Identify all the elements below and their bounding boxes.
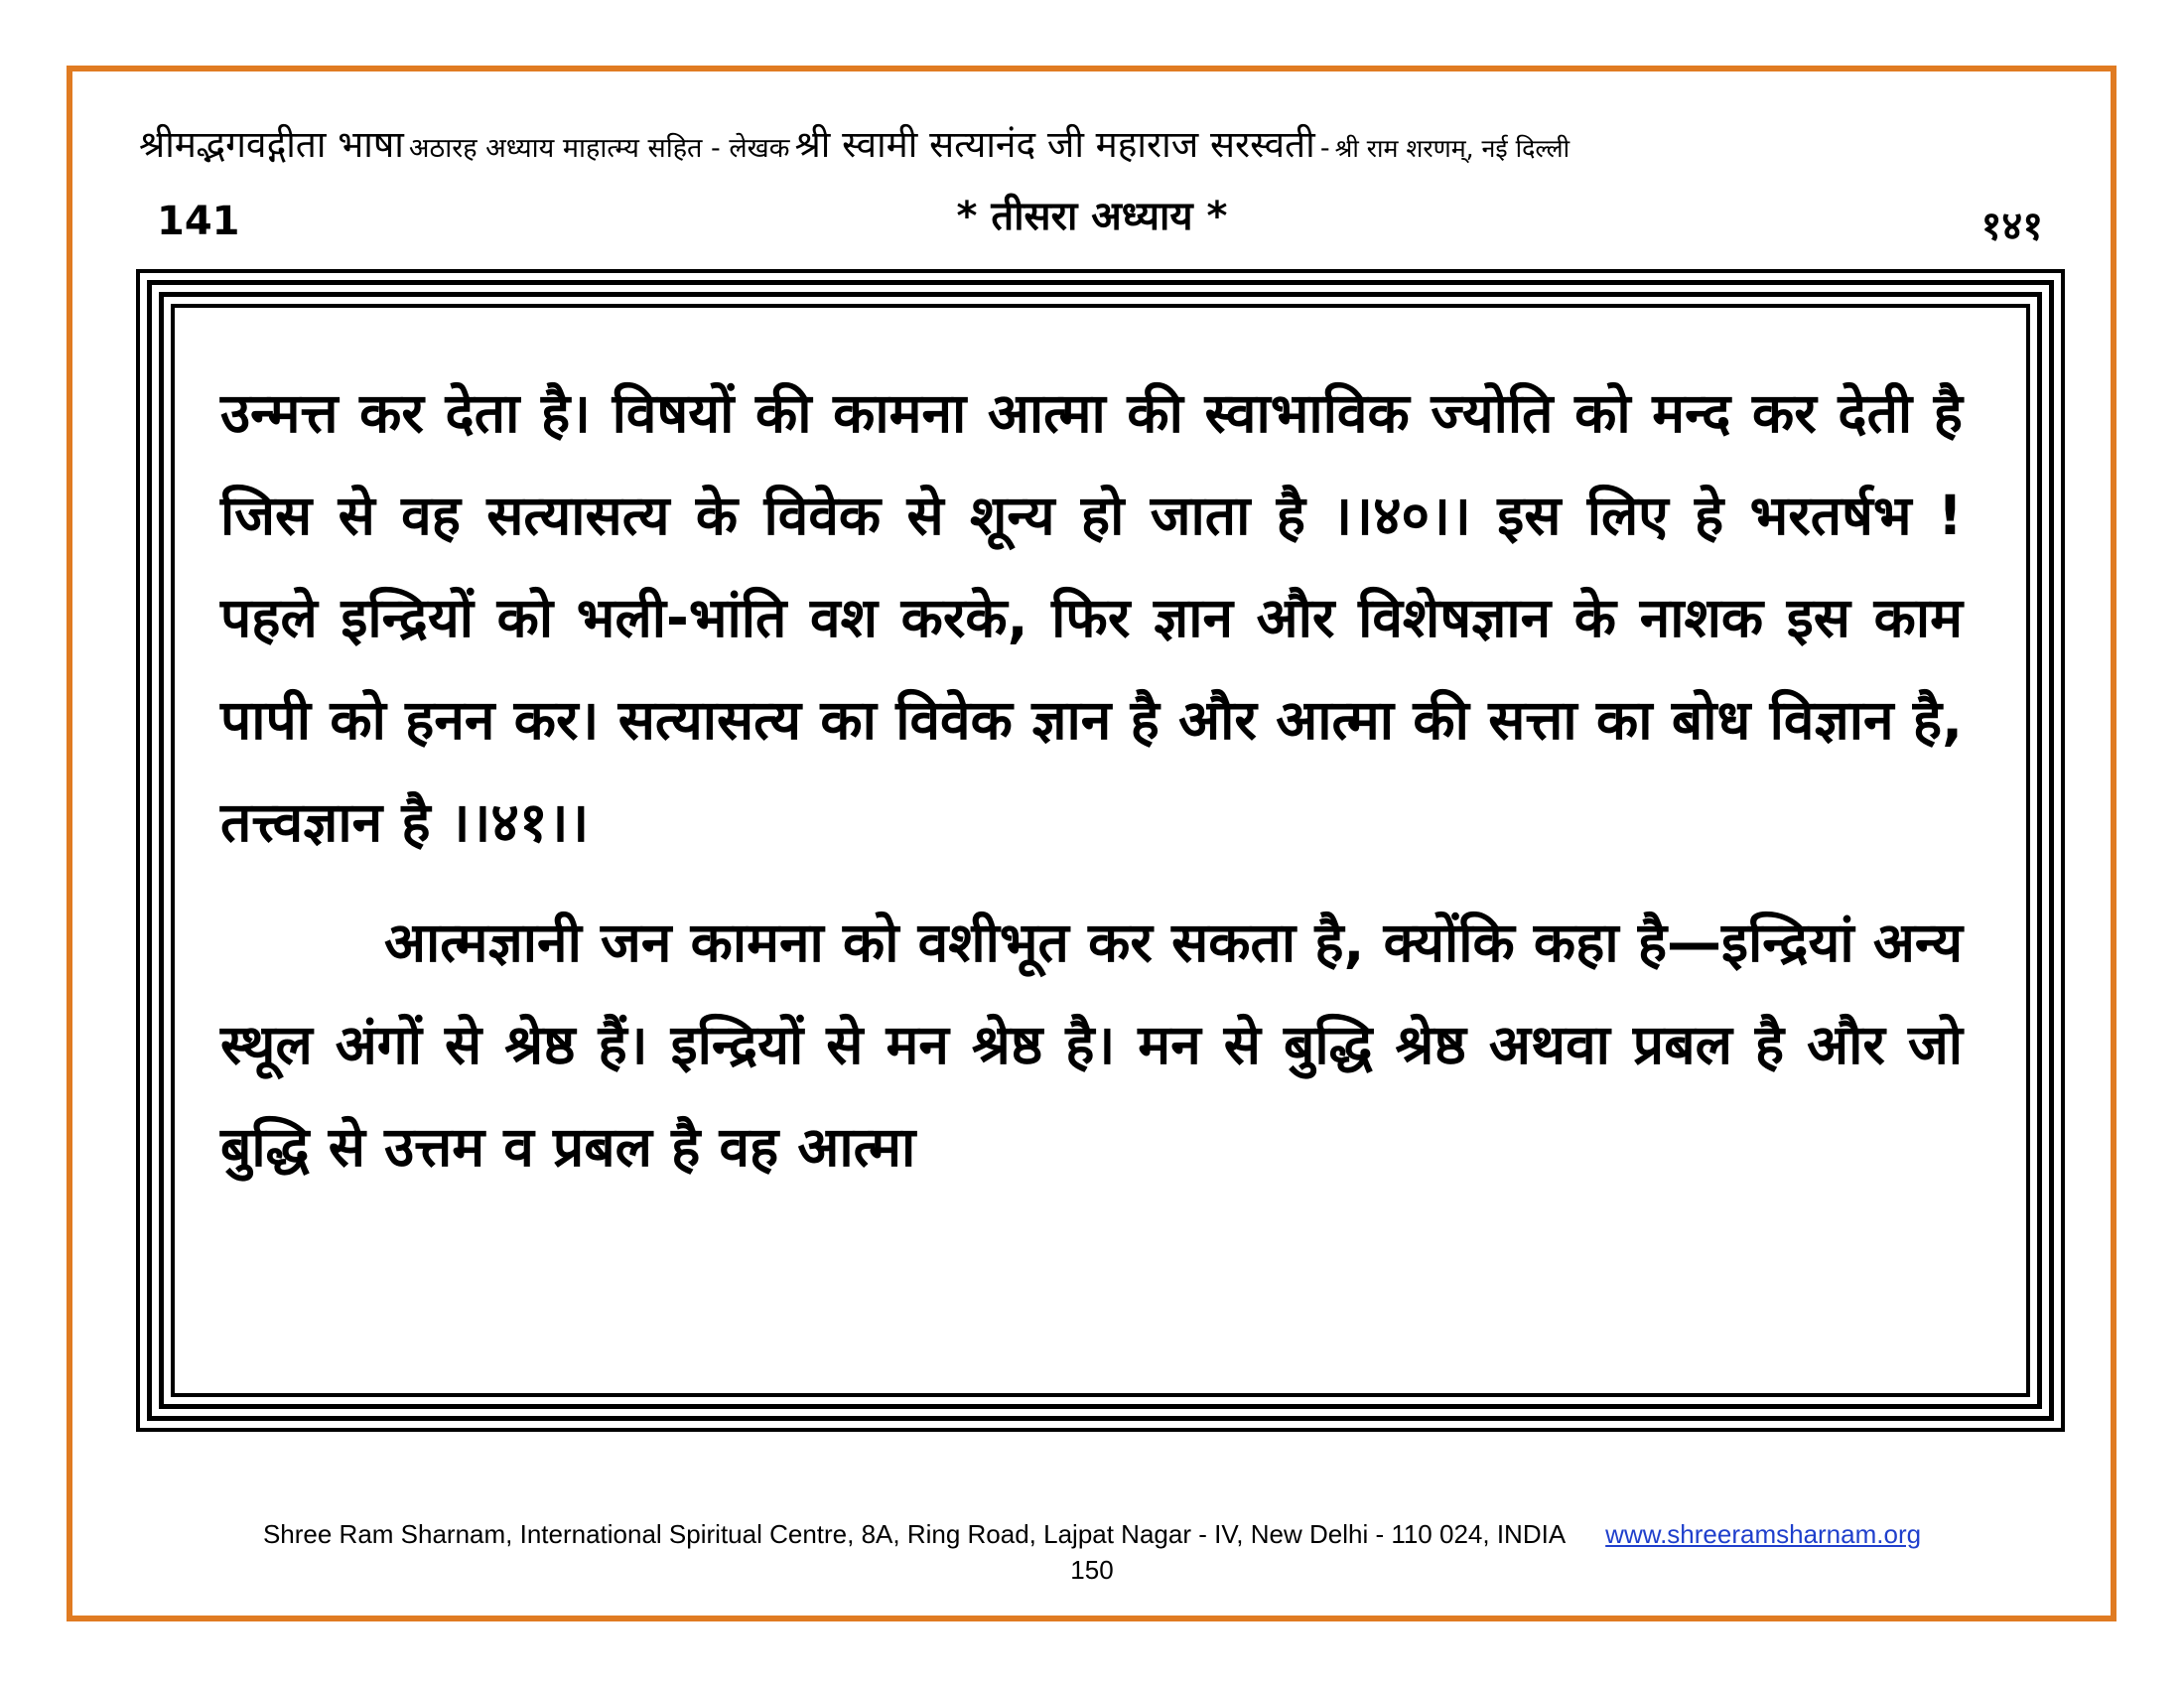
page-number-arabic: 141 <box>157 199 240 244</box>
body-text <box>220 362 1963 1198</box>
footer-address: Shree Ram Sharnam, International Spiritual Centre, 8A, Ring Road, Lajpat Nagar - IV, New Delhi - 110 024, INDIA <box>262 1519 1567 1549</box>
publisher-place: श्री राम शरणम्, नई दिल्ली <box>1334 134 1570 163</box>
page-number-devanagari: १४१ <box>1980 204 2043 249</box>
paragraph-2: आत्मज्ञानी जन कामना को वशीभूत कर सकता है, क्योंकि कहा है—इन्द्रियां अन्य स्थूल अंगों से श्रेष्ठ हैं। इन्द्रियों से मन श्रेष्ठ है। मन से बुद्धि श्रेष्ठ अथवा प्रबल है और जो बुद्धि से उत्तम व प्रबल है वह आत्मा <box>220 911 1963 1179</box>
author-name: श्री स्वामी सत्यानंद जी महाराज सरस्वती <box>794 123 1315 166</box>
website-link[interactable]: www.shreeramsharnam.org <box>1605 1519 1922 1549</box>
book-subtitle: अठारह अध्याय माहात्म्य सहित - लेखक <box>408 133 790 164</box>
paragraph-1: उन्मत्त कर देता है। विषयों की कामना आत्मा की स्वाभाविक ज्योति को मन्द कर देती है जिस से वह सत्यासत्य के विवेक से शून्य हो जाता है ।।४०।। इस लिए हे भरतर्षभ ! पहले इन्द्रियों को भली-भांति वश करके, फिर ज्ञान और विशेषज्ञान के नाशक इस काम पापी को हनन कर। सत्यासत्य का विवेक ज्ञान है और आत्मा की सत्ता का बोध विज्ञान है, तत्त्वज्ञान है ।।४१।। <box>220 381 1963 854</box>
header-separator: - <box>1319 133 1330 164</box>
chapter-heading: * तीसरा अध्याय * <box>956 194 1228 239</box>
footer <box>0 1519 2184 1550</box>
book-title: श्रीमद्भगवद्गीता भाषा <box>139 123 404 166</box>
running-header <box>139 117 2065 168</box>
pdf-page-number: 150 <box>1070 1555 1114 1585</box>
